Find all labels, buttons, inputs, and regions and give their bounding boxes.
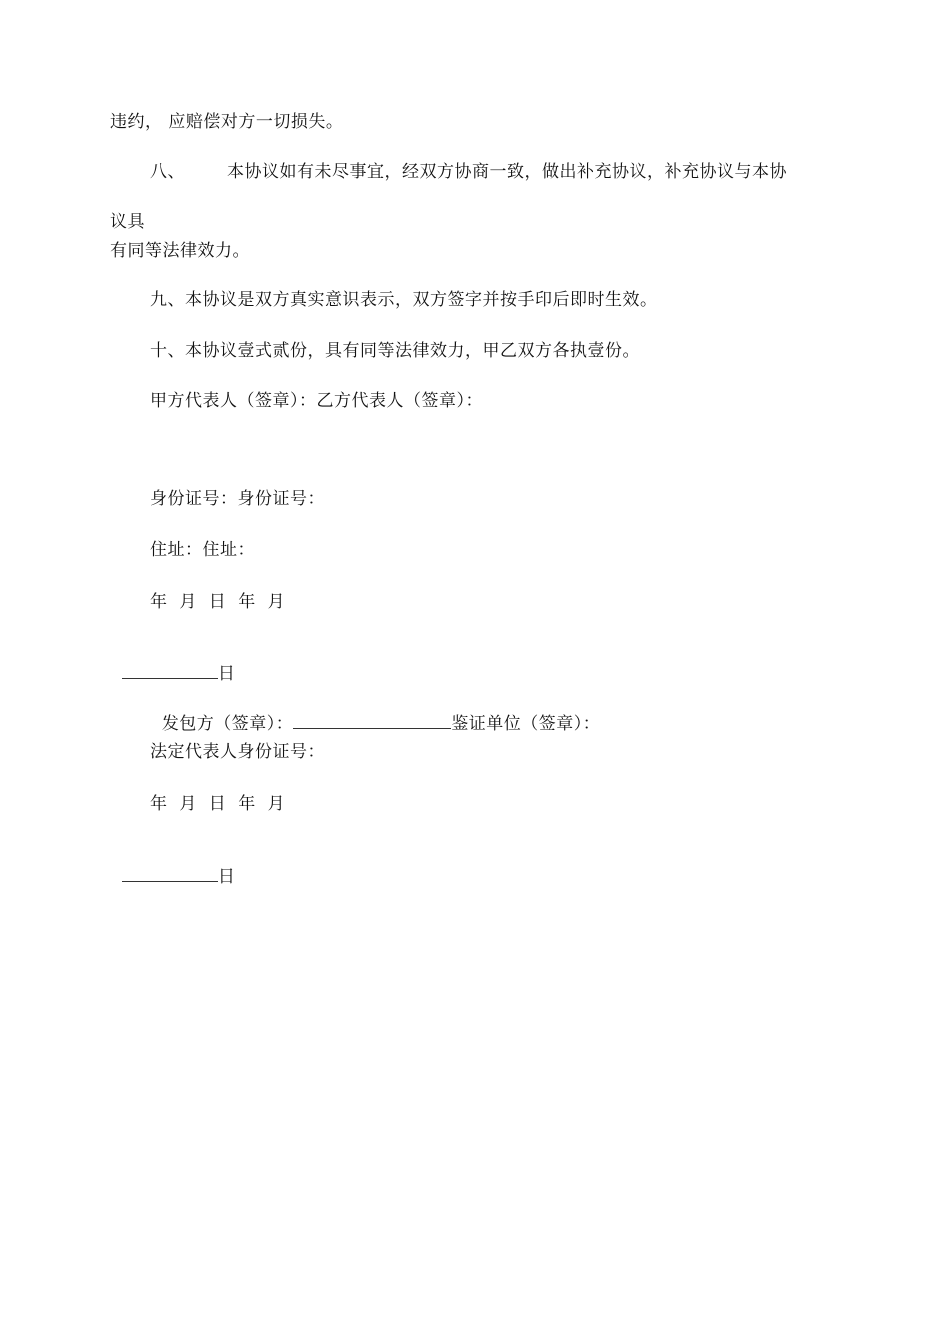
date-line-1: 年 月 日 年 月	[150, 592, 286, 612]
address-line: 住址：住址：	[150, 540, 255, 560]
day-label: 日	[217, 867, 236, 887]
notary-label: 鉴证单位（签章）：	[451, 714, 601, 734]
day-label: 日	[217, 664, 236, 684]
clause-9: 九、本协议是双方真实意识表示，双方签字并按手印后即时生效。	[150, 290, 658, 310]
contractor-label: 发包方（签章）：	[161, 714, 294, 734]
date-day-line-2	[110, 843, 235, 888]
signature-representatives: 甲方代表人（签章）：乙方代表人（签章）：	[150, 391, 483, 411]
date-line-2: 年 月 日 年 月	[150, 794, 286, 814]
clause-10: 十、本协议壹式贰份，具有同等法律效力，甲乙双方各执壹份。	[150, 341, 640, 361]
clause-8-continuation-2: 有同等法律效力。	[110, 241, 250, 261]
legal-rep-id-line: 法定代表人身份证号：	[150, 742, 325, 762]
contractor-signature-line	[150, 690, 600, 735]
clause-8-text: 本协议如有未尽事宜，经双方协商一致，做出补充协议，补充协议与本协	[227, 162, 787, 182]
date-day-line-1	[110, 640, 235, 685]
blank-underline	[122, 865, 218, 882]
clause-8-number: 八、	[150, 162, 185, 182]
clause-8-continuation-1: 议具	[110, 212, 145, 232]
id-number-line: 身份证号：身份证号：	[150, 489, 325, 509]
text-line-breach: 违约， 应赔偿对方一切损失。	[110, 112, 344, 132]
blank-underline	[293, 712, 451, 729]
blank-underline	[122, 662, 218, 679]
